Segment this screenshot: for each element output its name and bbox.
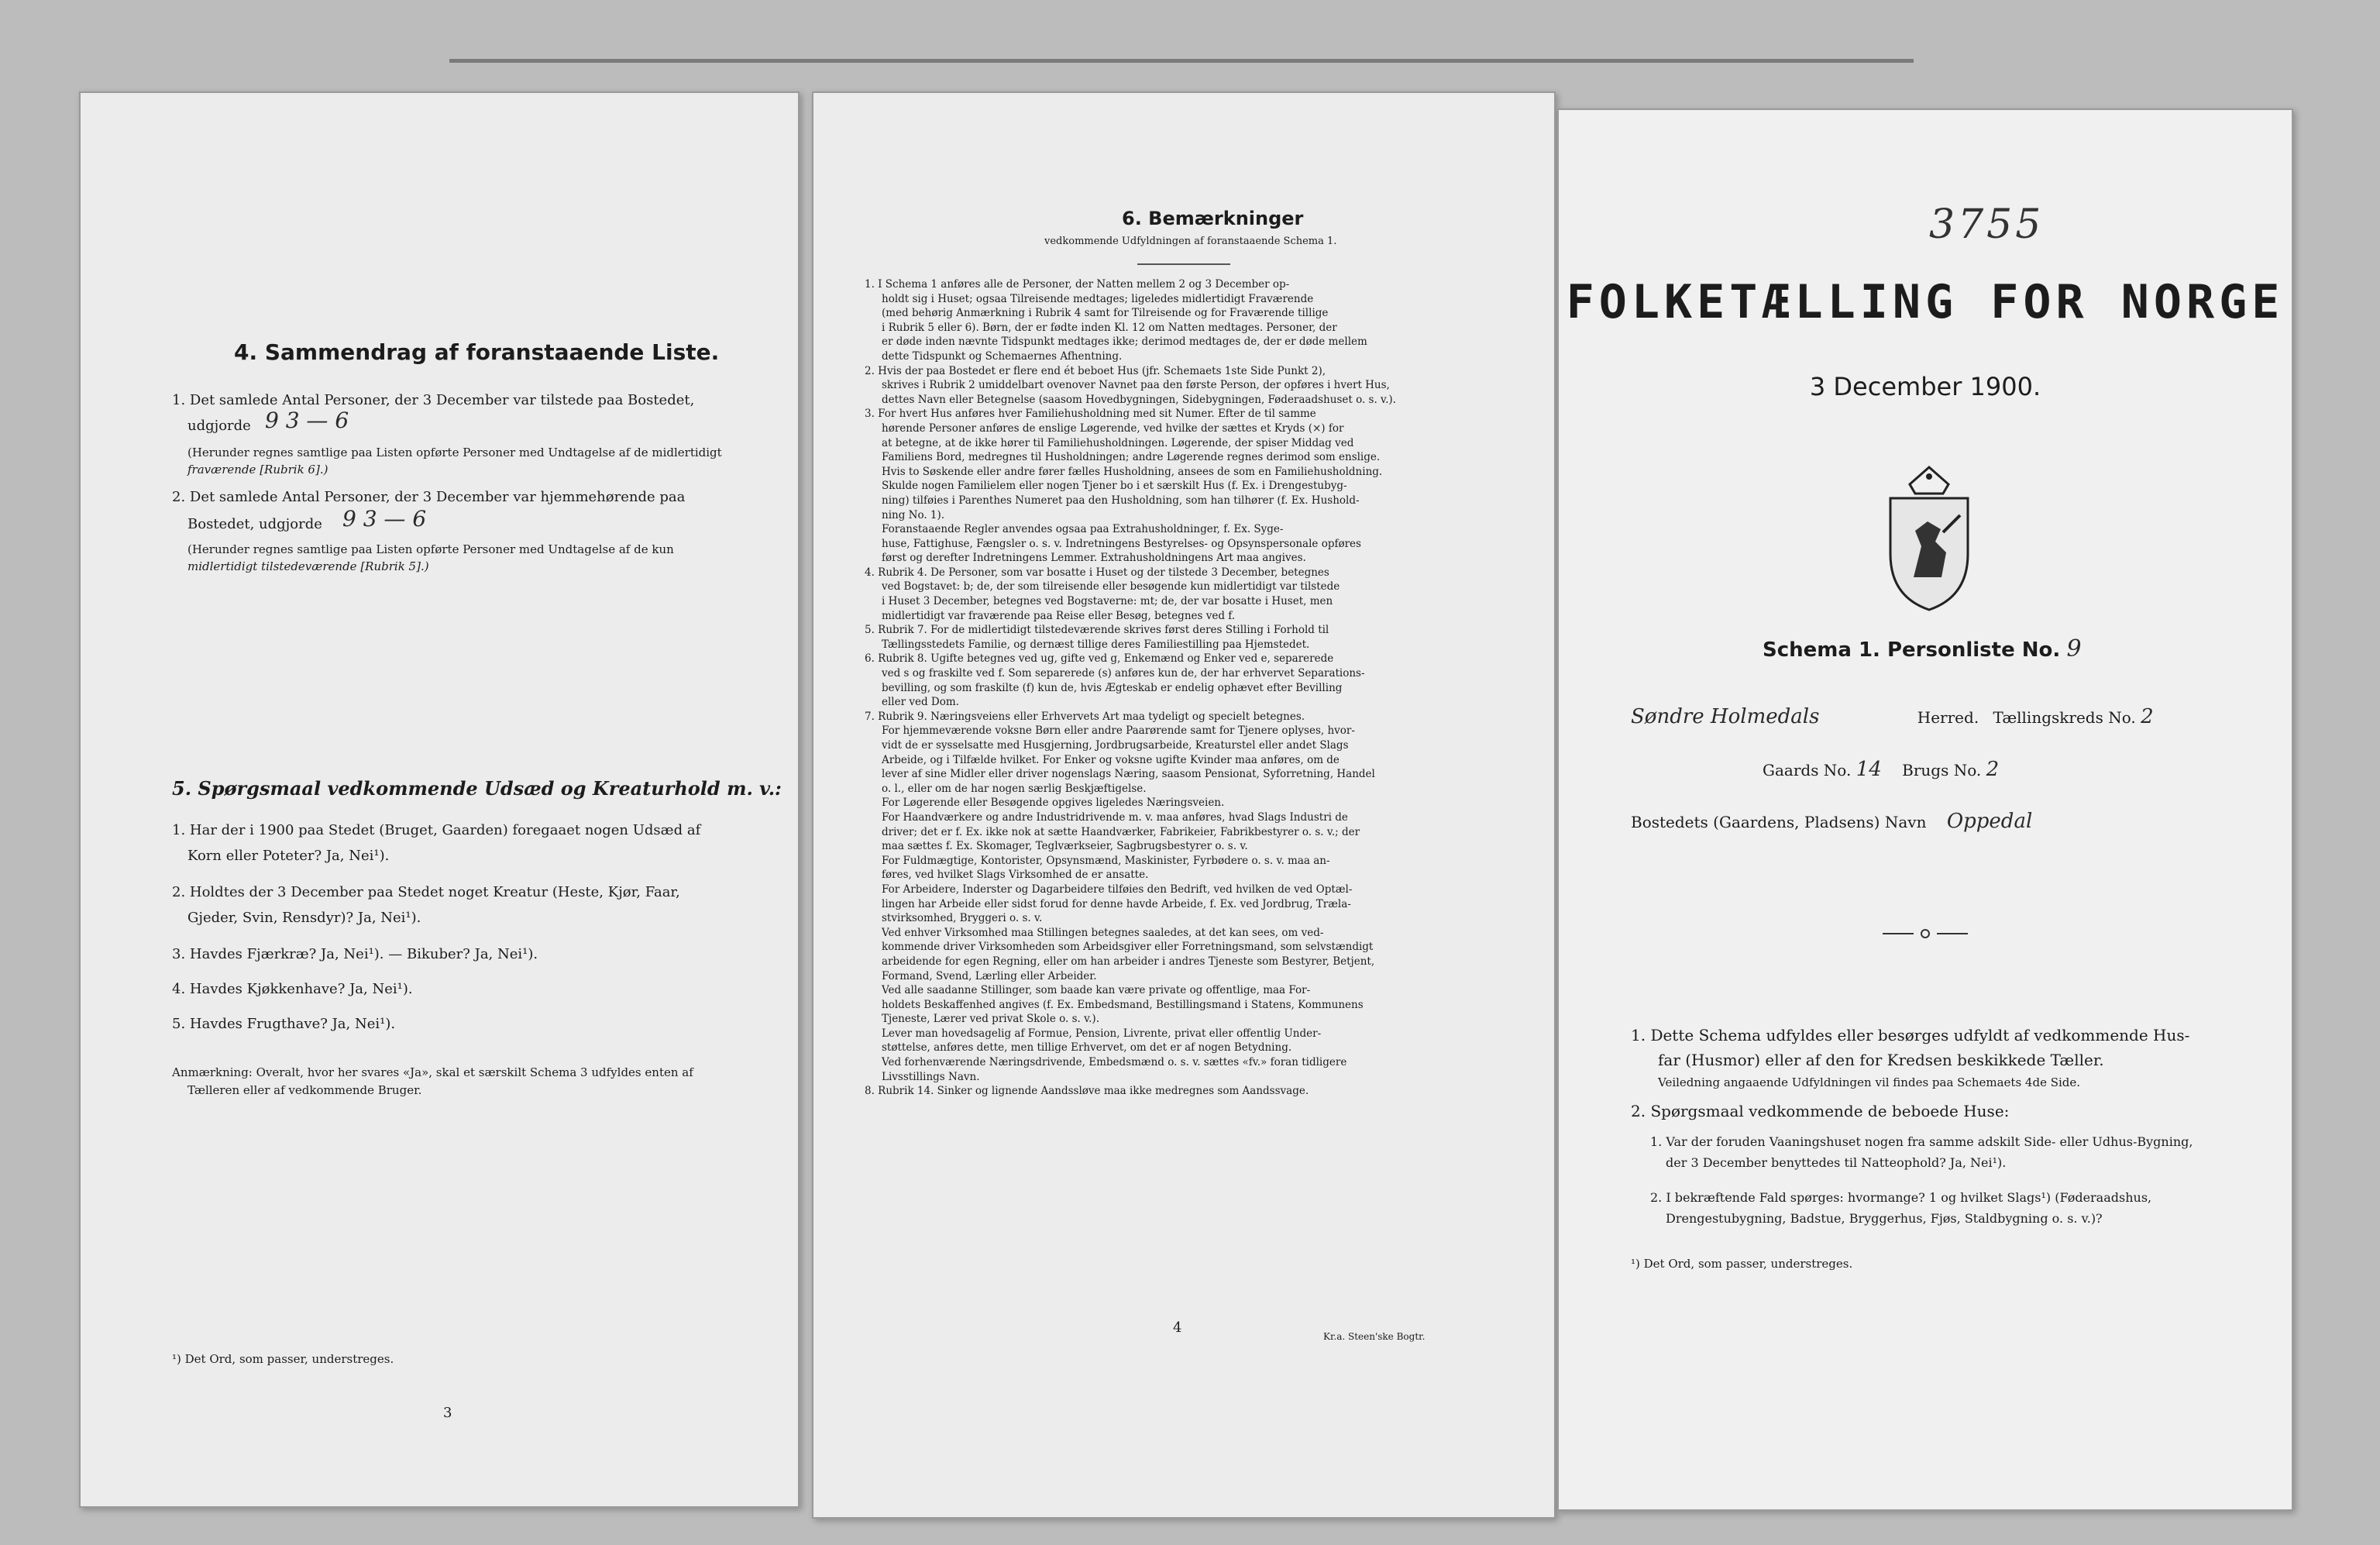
page-number: 3: [443, 1405, 452, 1421]
page-4: [812, 91, 1556, 1519]
herred-value: Søndre Holmedals: [1631, 705, 1820, 728]
bosted-label: Bostedets (Gaardens, Pladsens) Navn: [1631, 813, 1927, 831]
s4-q1-line2: udgjorde: [187, 418, 251, 434]
remark-line: Foranstaaende Regler anvendes ogsaa paa Extrahusholdninger, f. Ex. Syge-: [882, 523, 1284, 536]
coat-of-arms-icon: [1867, 461, 1991, 616]
remark-line: For Løgerende eller Besøgende opgives ligeledes Næringsveien.: [882, 797, 1225, 810]
remark-line: For Fuldmægtige, Kontorister, Opsynsmænd, Maskinister, Fyrbødere o. s. v. maa an-: [882, 854, 1330, 867]
remark-line: er døde inden nævnte Tidspunkt medtages ikke; derimod medtages de, der er døde mellem: [882, 335, 1367, 349]
section-6-subtitle: vedkommende Udfyldningen af foranstaaende Schema 1.: [1044, 236, 1337, 247]
remark-line: arbeidende for egen Regning, eller om han arbeider i andres Tjeneste som Bestyrer, Betjent,: [882, 955, 1375, 968]
s5-q1b: Korn eller Poteter? Ja, Nei¹).: [187, 848, 390, 864]
remark-line: o. l., eller om de har nogen særlig Beskjæftigelse.: [882, 782, 1147, 795]
remark-line: Tællingsstedets Familie, og dernæst tillige deres Familiestilling paa Hjemstedet.: [882, 638, 1310, 651]
remark-line: lingen har Arbeide eller sidst forud for denne havde Arbeide, f. Ex. ved Jordbrug, Træla-: [882, 897, 1351, 910]
s4-q1-note2: fraværende [Rubrik 6].): [187, 463, 328, 477]
s4-q2-line1: 2. Det samlede Antal Personer, der 3 December var hjemmehørende paa: [172, 489, 686, 505]
brugs-value: 2: [1986, 758, 2000, 781]
house-q1b: der 3 December benyttedes til Natteophold? Ja, Nei¹).: [1666, 1155, 2007, 1170]
schema-line: [1763, 635, 2082, 662]
remark-line: maa sættes f. Ex. Skomager, Teglværkseier, Sagbrugsbestyrer o. s. v.: [882, 840, 1248, 853]
census-date: 3 December 1900.: [1809, 372, 2041, 401]
krets-label: Tællingskreds No.: [1993, 708, 2136, 727]
remark-line: ning) tilføies i Parenthes Numeret paa den Husholdning, som han tilhører (f. Ex. Hushold-: [882, 494, 1360, 507]
note-2: 2. Spørgsmaal vedkommende de beboede Huse:: [1631, 1102, 2010, 1120]
remark-line: i Rubrik 5 eller 6). Børn, der er fødte inden Kl. 12 om Natten medtages. Personer, der: [882, 321, 1337, 334]
page-number: 4: [1173, 1320, 1182, 1336]
section-4-title: 4. Sammendrag af foranstaaende Liste.: [234, 339, 720, 365]
remark-line: først og derefter Indretningens Lemmer. Extrahusholdningens Art maa angives.: [882, 552, 1306, 565]
remark-line: For hjemmeværende voksne Børn eller andre Paarørende samt for Tjenere oplyses, hvor-: [882, 724, 1355, 738]
printer-credit: Kr.a. Steen'ske Bogtr.: [1323, 1331, 1426, 1342]
schema-number: 9: [2066, 635, 2082, 662]
s5-q5: 5. Havdes Frugthave? Ja, Nei¹).: [172, 1016, 396, 1032]
remark-line: (med behørig Anmærkning i Rubrik 4 samt for Tilreisende og for Fraværende tillige: [882, 307, 1329, 320]
section-6-title: 6. Bemærkninger: [1122, 208, 1304, 229]
remark-line: huse, Fattighuse, Fængsler o. s. v. Indretningens Bestyrelses- og Opsynspersonale opføres: [882, 537, 1361, 550]
footnote: ¹) Det Ord, som passer, understreges.: [172, 1352, 394, 1366]
remark-line: føres, ved hvilket Slags Virksomhed de er ansatte.: [882, 869, 1149, 882]
remark-line: holdt sig i Huset; ogsaa Tilreisende medtages; ligeledes midlertidigt Fraværende: [882, 292, 1314, 305]
s4-q2-note2: midlertidigt tilstedeværende [Rubrik 5].): [187, 559, 429, 573]
remark-line: 3. For hvert Hus anføres hver Familiehusholdning med sit Numer. Efter de til samme: [865, 408, 1316, 421]
remark-line: dette Tidspunkt og Schemaernes Afhentning.: [882, 349, 1123, 363]
page-1: [1557, 108, 2293, 1511]
brugs-label: Brugs No.: [1902, 761, 1982, 779]
remark-line: Ved forhenværende Næringsdrivende, Embedsmænd o. s. v. sættes «fv.» foran tidligere: [882, 1056, 1347, 1069]
s4-q2-line2: Bostedet, udgjorde: [187, 516, 322, 532]
section-5-title: 5. Spørgsmaal vedkommende Udsæd og Kreaturhold m. v.:: [172, 777, 782, 800]
note-1a: 1. Dette Schema udfyldes eller besørges udfyldt af vedkommende Hus-: [1631, 1026, 2190, 1044]
remark-line: For Arbeidere, Inderster og Dagarbeidere tilføies den Bedrift, ved hvilken de ved Optæl-: [882, 883, 1353, 896]
s4-q1-note1: (Herunder regnes samtlige paa Listen opførte Personer med Undtagelse af de midlertidigt: [187, 446, 722, 459]
gaards-label: Gaards No.: [1763, 761, 1852, 779]
bosted-value: Oppedal: [1946, 810, 2033, 833]
house-q2b: Drengestubygning, Badstue, Bryggerhus, Fjøs, Staldbygning o. s. v.)?: [1666, 1211, 2103, 1226]
remark-line: kommende driver Virksomheden som Arbeidsgiver eller Forretningsmand, som selvstændigt: [882, 941, 1374, 954]
remark-line: stvirksomhed, Bryggeri o. s. v.: [882, 912, 1043, 925]
remark-line: Hvis to Søskende eller andre fører fælles Husholdning, ansees de som en Familiehusholdning.: [882, 465, 1383, 478]
annotation-line2: Tælleren eller af vedkommende Bruger.: [187, 1083, 422, 1097]
note-1c: Veiledning angaaende Udfyldningen vil findes paa Schemaets 4de Side.: [1658, 1075, 2081, 1089]
remark-line: Lever man hovedsagelig af Formue, Pension, Livrente, privat eller offentlig Under-: [882, 1027, 1322, 1040]
top-rule: [449, 59, 1914, 63]
remark-line: Arbeide, og i Tilfælde hvilket. For Enker og voksne ugifte Kvinder maa anføres, om de: [882, 753, 1340, 766]
remark-line: 6. Rubrik 8. Ugifte betegnes ved ug, gifte ved g, Enkemænd og Enker ved e, separerede: [865, 652, 1334, 666]
remark-line: Formand, Svend, Lærling eller Arbeider.: [882, 969, 1097, 982]
remark-line: 4. Rubrik 4. De Personer, som var bosatte i Huset og der tilstede 3 December, betegnes: [865, 566, 1329, 579]
remark-line: Skulde nogen Familielem eller nogen Tjener bo i et særskilt Hus (f. Ex. i Drengestubyg-: [882, 480, 1347, 493]
remark-line: ved Bogstavet: b; de, der som tilreisende eller besøgende kun midlertidigt var tilstede: [882, 580, 1340, 594]
s5-q3: 3. Havdes Fjærkræ? Ja, Nei¹). — Bikuber? Ja, Nei¹).: [172, 946, 538, 962]
s5-q2a: 2. Holdtes der 3 December paa Stedet noget Kreatur (Heste, Kjør, Faar,: [172, 884, 680, 900]
footnote: ¹) Det Ord, som passer, understreges.: [1631, 1257, 1853, 1271]
remark-line: støttelse, anføres dette, men tillige Erhvervet, om det er af nogen Betydning.: [882, 1041, 1292, 1055]
remark-line: hørende Personer anføres de enslige Løgerende, ved hvilke der sættes et Kryds (×) for: [882, 422, 1344, 435]
remark-line: For Haandværkere og andre Industridrivende m. v. maa anføres, hvad Slags Industri de: [882, 810, 1348, 824]
remark-line: bevilling, og som fraskilte (f) kun de, hvis Ægteskab er endelig ophævet efter Bevilling: [882, 681, 1343, 694]
remark-line: Ved enhver Virksomhed maa Stillingen betegnes saaledes, at det kan sees, om ved-: [882, 926, 1324, 939]
remark-line: 2. Hvis der paa Bostedet er flere end ét beboet Hus (jfr. Schemaets 1ste Side Punkt 2),: [865, 364, 1326, 377]
ornament-icon: [1883, 926, 1968, 941]
divider: [1137, 263, 1230, 265]
remark-line: Tjeneste, Lærer ved privat Skole o. s. v.).: [882, 1013, 1099, 1026]
note-1b: far (Husmor) eller af den for Kredsen beskikkede Tæller.: [1658, 1051, 2104, 1069]
remarks-list: [865, 277, 1531, 1099]
remark-line: ved s og fraskilte ved f. Som separerede (s) anføres kun de, der har erhvervet Separations-: [882, 667, 1365, 680]
remark-line: Livsstillings Navn.: [882, 1070, 980, 1083]
remark-line: lever af sine Midler eller driver nogenslags Næring, saasom Pensionat, Syforretning, Handel: [882, 768, 1375, 781]
herred-line: [1631, 705, 2154, 728]
s5-q4: 4. Havdes Kjøkkenhave? Ja, Nei¹).: [172, 981, 413, 997]
remark-line: dettes Navn eller Betegnelse (saasom Hovedbygningen, Sidebygningen, Føderaadshuset o. s. v.).: [882, 393, 1396, 406]
archive-number: 3755: [1929, 201, 2045, 248]
remark-line: vidt de er sysselsatte med Husgjerning, Jordbrugsarbeide, Kreaturstel eller andet Slags: [882, 739, 1349, 752]
remark-line: 1. I Schema 1 anføres alle de Personer, der Natten mellem 2 og 3 December op-: [865, 278, 1290, 291]
house-q2a: 2. I bekræftende Fald spørges: hvormange? 1 og hvilket Slags¹) (Føderaadshus,: [1650, 1190, 2152, 1205]
gaards-line: [1763, 758, 1999, 781]
remark-line: midlertidigt var fraværende paa Reise eller Besøg, betegnes ved f.: [882, 609, 1236, 622]
s4-q1-value: 9 3 — 6: [265, 408, 349, 433]
gaards-value: 14: [1856, 758, 1882, 781]
remark-line: holdets Beskaffenhed angives (f. Ex. Embedsmand, Bestillingsmand i Statens, Kommunens: [882, 998, 1364, 1011]
remark-line: i Huset 3 December, betegnes ved Bogstaverne: mt; de, der var bosatte i Huset, men: [882, 595, 1333, 608]
remark-line: Familiens Bord, medregnes til Husholdningen; andre Løgerende regnes derimod som enslige.: [882, 451, 1381, 464]
remark-line: skrives i Rubrik 2 umiddelbart ovenover Navnet paa den første Person, der opføres i hvert Hus,: [882, 379, 1390, 392]
s5-q1a: 1. Har der i 1900 paa Stedet (Bruget, Gaarden) foregaaet nogen Udsæd af: [172, 822, 701, 838]
remark-line: ning No. 1).: [882, 508, 945, 521]
krets-value: 2: [2141, 705, 2154, 728]
s5-q2b: Gjeder, Svin, Rensdyr)? Ja, Nei¹).: [187, 910, 421, 926]
remark-line: driver; det er f. Ex. ikke nok at sætte Haandværker, Fabrikeier, Fabrikbestyrer o. s. v.; der: [882, 825, 1360, 838]
remark-line: at betegne, at de ikke hører til Familiehusholdningen. Løgerende, der spiser Middag ved: [882, 436, 1354, 449]
annotation-line1: Anmærkning: Overalt, hvor her svares «Ja», skal et særskilt Schema 3 udfyldes enten af: [172, 1065, 693, 1079]
house-q1a: 1. Var der foruden Vaaningshuset nogen fra samme adskilt Side- eller Udhus-Bygning,: [1650, 1134, 2193, 1149]
remark-line: eller ved Dom.: [882, 696, 959, 709]
s4-q2-value: 9 3 — 6: [342, 506, 427, 532]
page-3: [79, 91, 800, 1508]
form-title: FOLKETÆLLING FOR NORGE: [1566, 275, 2285, 329]
herred-label: Herred.: [1917, 708, 1979, 727]
remark-line: 5. Rubrik 7. For de midlertidigt tilstedeværende skrives først deres Stilling i Forhold til: [865, 624, 1329, 637]
bosted-line: [1631, 810, 2032, 833]
s4-q2-note1: (Herunder regnes samtlige paa Listen opførte Personer med Undtagelse af de kun: [187, 542, 674, 556]
remark-line: Ved alle saadanne Stillinger, som baade kan være private og offentlige, maa For-: [882, 984, 1311, 997]
schema-label: Schema 1. Personliste No.: [1763, 638, 2061, 662]
remark-line: 7. Rubrik 9. Næringsveiens eller Erhvervets Art maa tydeligt og specielt betegnes.: [865, 710, 1305, 723]
s4-q1-line1: 1. Det samlede Antal Personer, der 3 December var tilstede paa Bostedet,: [172, 392, 695, 408]
remark-line: 8. Rubrik 14. Sinker og lignende Aandssløve maa ikke medregnes som Aandssvage.: [865, 1085, 1309, 1098]
